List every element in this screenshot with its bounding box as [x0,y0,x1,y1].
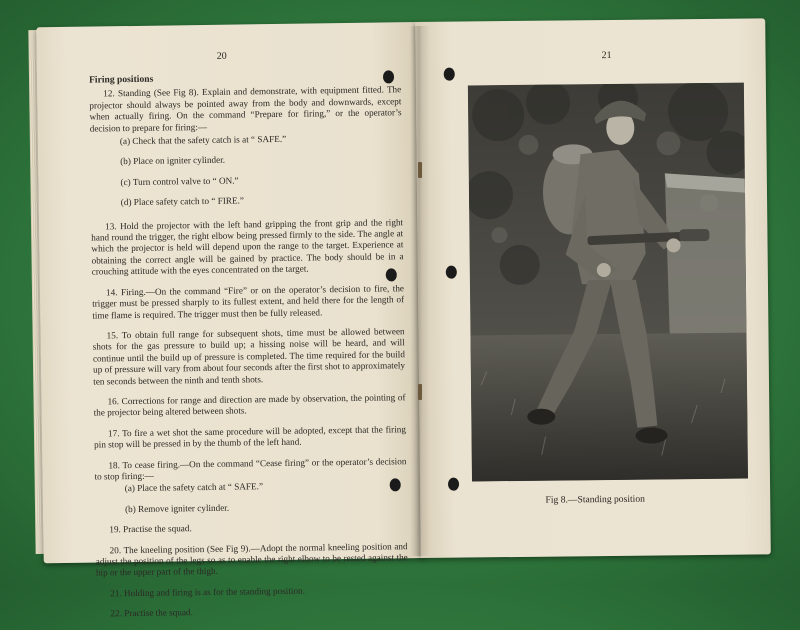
list-item: (a) Place the safety catch at “ SAFE.” [124,481,264,494]
soldier-illustration [468,83,748,482]
spine [410,26,430,556]
list-item: (b) Place on igniter cylinder. [120,155,226,167]
paragraph-14: 14. Firing.—On the command “Fire” or on the operator’s decision to fire, the trigger must be pressed sharply to its fullest extent, and held there for the length of time flame is required. The trigger must then be fully released. [92,282,405,321]
list-item: (c) Turn control valve to “ ON.” [120,175,239,188]
binding-hole [448,478,459,491]
figure-caption: Fig 8.—Standing position [545,493,645,506]
paragraph-13: 13. Hold the projector with the left hand gripping the front grip and the right hand round the trigger, the right elbow being pressed firmly to the side. The angle at which the projector is held will depend upon the range to the target. Experience at obtaining the correct angle will be gained by practice. The body should be in a crouching attitude with the eyes concentrated on the target. [91,216,404,277]
booklet [30,22,768,619]
section-heading: Firing positions [88,73,154,86]
list-item: (d) Place safety catch to “ FIRE.” [120,195,245,208]
binding-hole [444,68,455,81]
page-number-left: 20 [216,50,227,62]
paragraph-20: 20. The kneeling position (See Fig 9).—Adopt the normal kneeling position and adjust the position of the legs so as to enable the right elbow to be rested against the hip or the upper part of the thigh. [95,540,408,578]
binding-hole [390,478,401,491]
left-page-text [89,70,409,629]
page-number-right: 21 [601,49,612,62]
binding-hole [386,268,397,281]
paragraph-15: 15. To obtain full range for subsequent shots, time must be allowed between shots for the gas pressure to build up; a hissing noise will be heard, and will continue until the build up of pressure is completed. The time required for the build up of pressure will vary from about four seconds after the first shot to approximately ten seconds between the ninth and tenth shots. [92,326,406,387]
paragraph-12: 12. Standing (See Fig 8). Explain and demonstrate, with equipment fitted. The projector should always be pointed away from the body and downwards, except when actually firing. On the command “Prepare for firing,” or the operator’s decision to prepare for firing:— [89,84,402,134]
paragraph-21: 21. Holding and firing is as for the standing position. [110,585,305,599]
binding-staple [418,384,422,400]
binding-staple [418,162,422,178]
binding-hole [446,266,457,279]
left-page [36,22,423,619]
paragraph-16: 16. Corrections for range and direction are made by observation, the pointing of the projector being altered between shots. [93,392,406,418]
list-item: (a) Check that the safety catch is at “ SAFE.” [119,133,287,147]
right-page [415,18,771,558]
standing-position-photo [468,83,748,482]
paragraph-22: 22. Practise the squad. [110,607,193,619]
list-item: (b) Remove igniter cylinder. [124,502,230,514]
paragraph-19: 19. Practise the squad. [109,523,192,535]
paragraph-18: 18. To cease firing.—On the command “Cease firing” or the operator’s decision to stop firing:— [94,455,407,482]
paragraph-17: 17. To fire a wet shot the same procedure will be adopted, except that the firing pin stop will be pressed in by the thumb of the left hand. [94,423,407,450]
binding-hole [383,70,394,83]
